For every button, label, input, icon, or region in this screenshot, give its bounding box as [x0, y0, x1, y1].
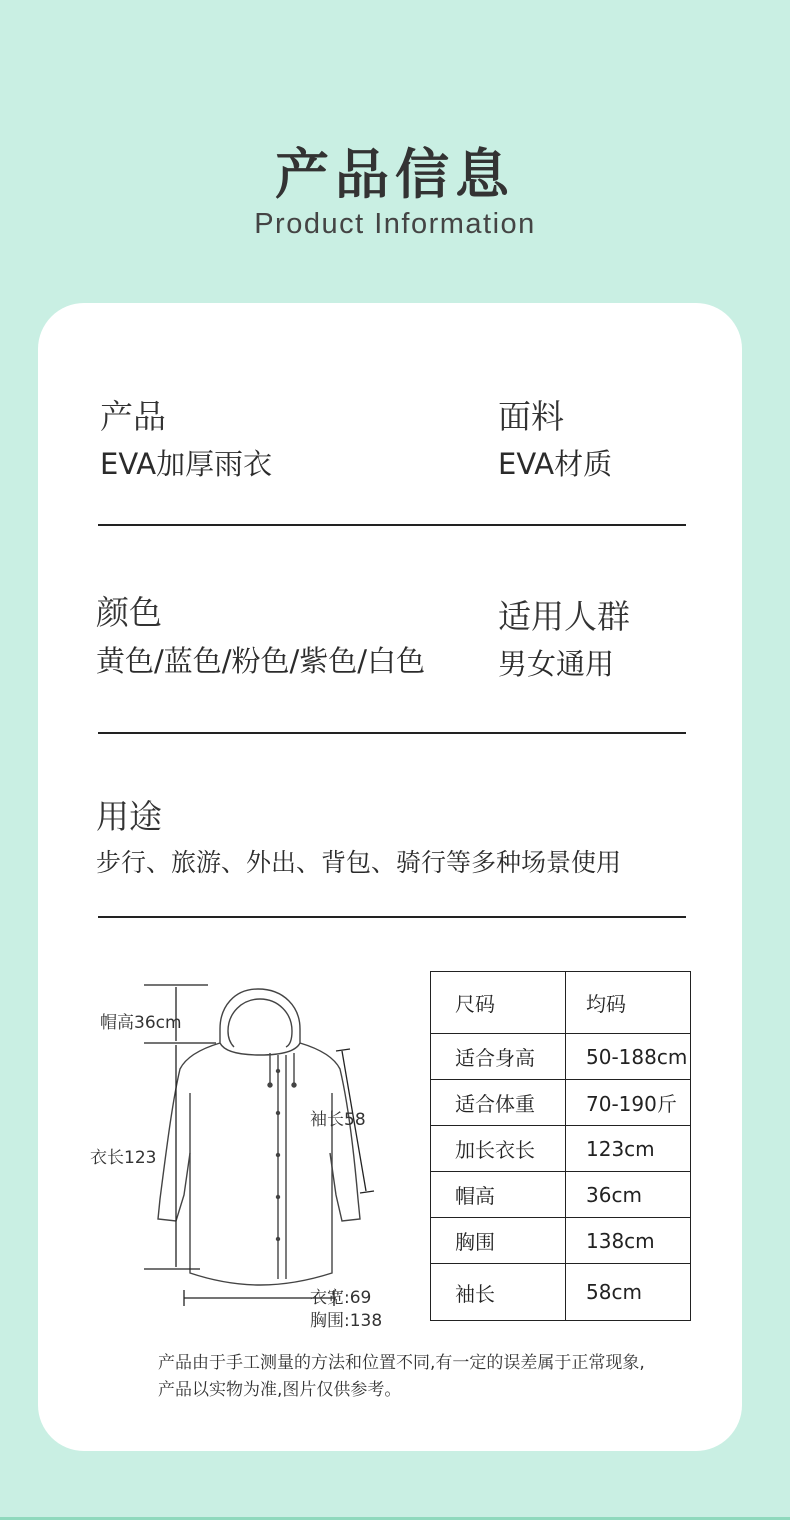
table-cell: 帽高 — [431, 1172, 566, 1218]
spec-value-color: 黄色/蓝色/粉色/紫色/白色 — [96, 644, 426, 678]
spec-label-audience: 适用人群 — [498, 597, 630, 636]
divider — [98, 732, 686, 734]
table-row — [431, 1080, 691, 1126]
spec-label-usage: 用途 — [96, 797, 162, 836]
table-cell: 36cm — [566, 1172, 691, 1218]
table-cell: 胸围 — [431, 1218, 566, 1264]
table-row — [431, 972, 691, 1034]
table-row — [431, 1034, 691, 1080]
table-header-onesize: 均码 — [566, 972, 691, 1034]
spec-value-audience: 男女通用 — [498, 647, 615, 681]
table-cell: 袖长 — [431, 1264, 566, 1321]
width-label: 衣宽:69 — [310, 1288, 372, 1308]
disclaimer-note: 产品由于手工测量的方法和位置不同,有一定的误差属于正常现象,产品以实物为准,图片仅供参考。 — [158, 1353, 645, 1400]
table-cell: 70-190斤 — [566, 1080, 691, 1126]
sleeve-label: 袖长58 — [310, 1110, 366, 1130]
chest-label: 胸围:138 — [310, 1311, 383, 1331]
raincoat-diagram — [88, 973, 428, 1331]
divider — [98, 916, 686, 918]
spec-value-product: EVA加厚雨衣 — [100, 447, 273, 481]
spec-value-usage: 步行、旅游、外出、背包、骑行等多种场景使用 — [96, 848, 622, 877]
spec-value-fabric: EVA材质 — [498, 447, 613, 481]
table-cell: 50-188cm — [566, 1034, 691, 1080]
spec-label-color: 颜色 — [96, 593, 162, 632]
table-cell: 123cm — [566, 1126, 691, 1172]
table-header-size: 尺码 — [431, 972, 566, 1034]
table-row — [431, 1218, 691, 1264]
size-table — [430, 971, 691, 1321]
spec-label-product: 产品 — [100, 397, 166, 436]
page-subtitle: Product Information — [254, 208, 536, 240]
hood-height-label: 帽高36cm — [100, 1013, 182, 1033]
table-cell: 适合身高 — [431, 1034, 566, 1080]
spec-label-fabric: 面料 — [498, 397, 564, 436]
table-cell: 适合体重 — [431, 1080, 566, 1126]
table-cell: 58cm — [566, 1264, 691, 1321]
length-label: 衣长123 — [90, 1148, 157, 1168]
divider — [98, 524, 686, 526]
table-cell: 加长衣长 — [431, 1126, 566, 1172]
info-card — [38, 303, 742, 1451]
table-row — [431, 1172, 691, 1218]
table-row — [431, 1126, 691, 1172]
page-title: 产品信息 — [275, 143, 515, 206]
table-row — [431, 1264, 691, 1321]
table-cell: 138cm — [566, 1218, 691, 1264]
